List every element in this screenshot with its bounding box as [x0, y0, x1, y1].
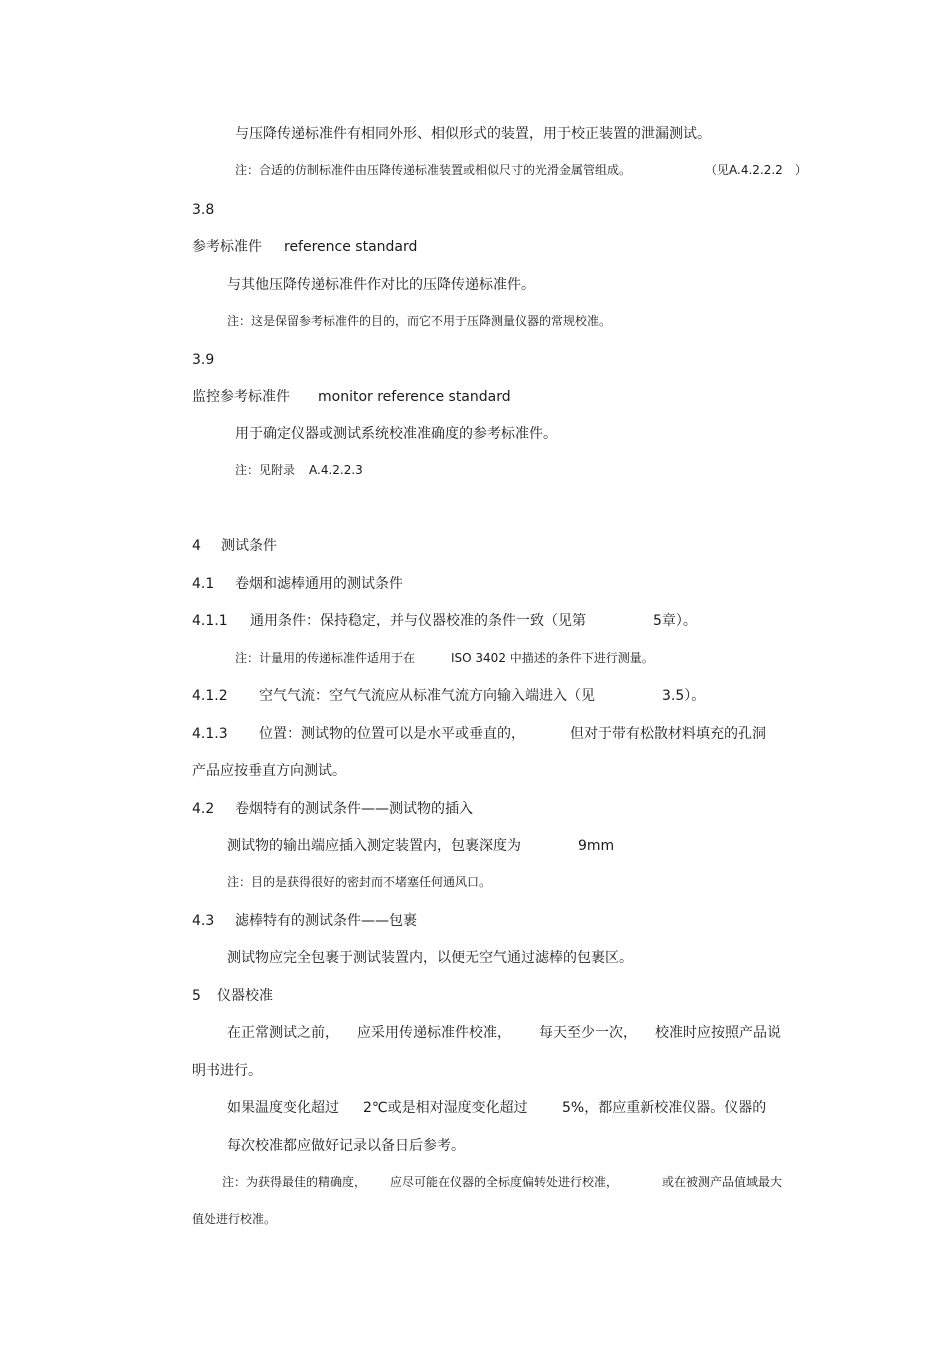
- note-5-line-2: 值处进行校准。: [192, 1212, 277, 1226]
- note-5-line-1: [222, 1175, 783, 1189]
- paragraph-5-line-2: 明书进行。: [192, 1063, 262, 1079]
- clause-number: 4.1.1: [192, 613, 228, 629]
- note-ref: A.4.2.2.2: [729, 163, 783, 177]
- paragraph-text: 校准时应按照产品说: [655, 1025, 781, 1041]
- paragraph-text: 测试物的输出端应插入测定装置内，包裹深度为: [227, 838, 521, 854]
- clause-number: 4.3: [192, 913, 215, 929]
- paragraph-value: 9mm: [578, 838, 615, 854]
- clause-text-cont: 但对于带有松散材料填充的孔洞: [570, 726, 766, 742]
- section-number: 5: [192, 988, 201, 1004]
- note-text: 或在被测产品值域最大: [662, 1175, 783, 1189]
- clause-number: 4.1.3: [192, 726, 228, 742]
- paragraph-3-8-definition: 与其他压降传递标准件作对比的压降传递标准件。: [227, 277, 535, 293]
- paragraph-5-line-1: [227, 1025, 781, 1041]
- clause-4-1-3: [192, 726, 766, 742]
- clause-heading-4-2: [192, 801, 473, 817]
- clause-number-3-8: 3.8: [192, 202, 215, 218]
- clause-text: 空气气流：空气气流应从标准气流方向输入端进入（见: [259, 688, 595, 704]
- paragraph-text: 每天至少一次，: [539, 1025, 637, 1041]
- clause-number: 4.1: [192, 576, 215, 592]
- term-monitor-reference-standard: [192, 389, 511, 405]
- note-3-9: [235, 463, 363, 477]
- clause-4-1-2: [192, 688, 706, 704]
- paragraph-4-2: [227, 838, 615, 854]
- section-heading-5: [192, 988, 273, 1004]
- clause-title: 卷烟特有的测试条件——测试物的插入: [235, 801, 473, 817]
- clause-text-cont: 5章）。: [653, 613, 697, 629]
- note-3-8: 注：这是保留参考标准件的目的，而它不用于压降测量仪器的常规校准。: [227, 314, 612, 328]
- paragraph-5-line-3: [227, 1100, 767, 1116]
- note-4-1-1: [235, 651, 654, 665]
- clause-title: 滤棒特有的测试条件——包裹: [235, 913, 417, 929]
- note-text: 注：为获得最佳的精确度，: [222, 1175, 367, 1189]
- term-en: monitor reference standard: [318, 389, 511, 405]
- paragraph-3-7-definition: 与压降传递标准件有相同外形、相似形式的装置，用于校正装置的泄漏测试。: [235, 126, 711, 142]
- clause-4-1-1: [192, 613, 697, 629]
- paragraph-text: 5%，都应重新校准仪器。仪器的: [562, 1100, 767, 1116]
- clause-heading-4-1: [192, 576, 403, 592]
- paragraph-3-9-definition: 用于确定仪器或测试系统校准准确度的参考标准件。: [235, 426, 557, 442]
- term-zh: 监控参考标准件: [192, 389, 290, 405]
- clause-text-cont: 3.5）。: [662, 688, 706, 704]
- note-text: 应尽可能在仪器的全标度偏转处进行校准，: [390, 1175, 619, 1189]
- note-text: 注：见附录: [235, 463, 296, 477]
- note-4-2: 注：目的是获得很好的密封而不堵塞任何通风口。: [227, 875, 492, 889]
- term-reference-standard: [192, 239, 418, 255]
- note-text-cont: ISO 3402 中描述的条件下进行测量。: [451, 651, 654, 665]
- clause-text: 通用条件：保持稳定，并与仪器校准的条件一致（见第: [250, 613, 586, 629]
- paragraph-text: 如果温度变化超过: [227, 1100, 339, 1116]
- clause-title: 卷烟和滤棒通用的测试条件: [235, 576, 403, 592]
- note-3-7: [235, 163, 808, 177]
- paragraph-text: 在正常测试之前，: [227, 1025, 339, 1041]
- clause-number-3-9: 3.9: [192, 352, 215, 368]
- paragraph-text: 2℃或是相对湿度变化超过: [363, 1100, 528, 1116]
- section-heading-4: [192, 538, 277, 554]
- note-text: 注：计量用的传递标准件适用于在: [235, 651, 416, 665]
- note-ref-open: （见: [705, 163, 730, 177]
- paragraph-4-3: 测试物应完全包裹于测试装置内，以便无空气通过滤棒的包裹区。: [227, 950, 633, 966]
- paragraph-5-line-4: 每次校准都应做好记录以备日后参考。: [227, 1138, 465, 1154]
- clause-4-1-3-cont: 产品应按垂直方向测试。: [192, 763, 346, 779]
- section-title: 测试条件: [221, 538, 277, 554]
- clause-text: 位置：测试物的位置可以是水平或垂直的，: [259, 726, 525, 742]
- paragraph-text: 应采用传递标准件校准，: [357, 1025, 511, 1041]
- clause-number: 4.1.2: [192, 688, 228, 704]
- term-zh: 参考标准件: [192, 239, 262, 255]
- section-number: 4: [192, 538, 201, 554]
- note-text: 注：合适的仿制标准件由压降传递标准装置或相似尺寸的光滑金属管组成。: [235, 163, 632, 177]
- note-ref: A.4.2.2.3: [309, 463, 363, 477]
- section-title: 仪器校准: [217, 988, 273, 1004]
- term-en: reference standard: [284, 239, 418, 255]
- clause-heading-4-3: [192, 913, 417, 929]
- clause-number: 4.2: [192, 801, 215, 817]
- note-ref-close: ）: [795, 163, 808, 177]
